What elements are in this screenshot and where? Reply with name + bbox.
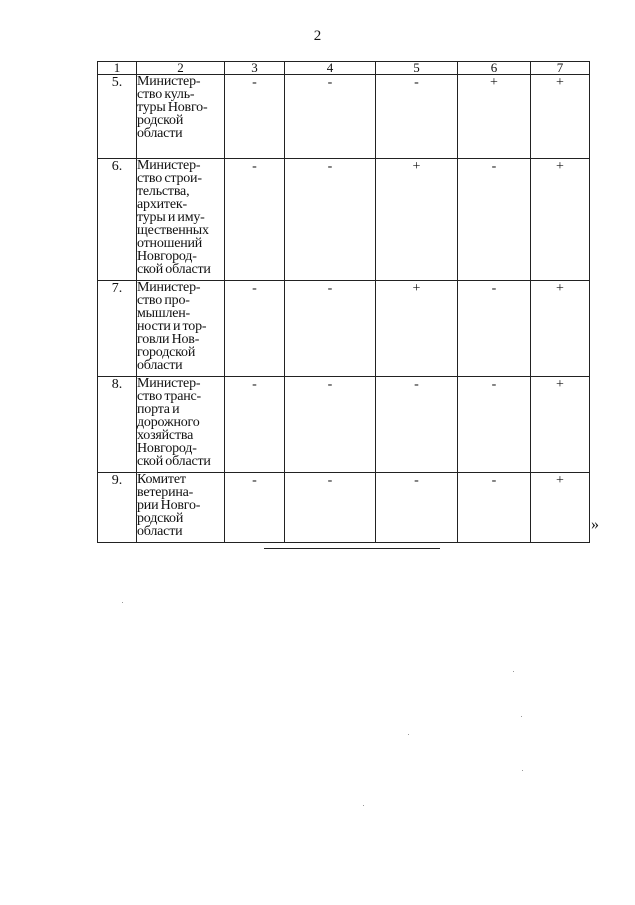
name-line: ство про- [137,293,190,308]
name-line: порта и [137,402,180,417]
name-line: Министер- [137,158,201,173]
department-name [137,281,225,377]
name-line: мышлен- [137,306,191,321]
department-name [137,75,225,159]
mark-col-4: - [285,75,376,159]
mark-col-4: - [285,159,376,281]
column-header-7: 7 [531,62,590,75]
mark-col-3: - [225,281,285,377]
name-line: ской области [137,454,211,469]
department-name [137,377,225,473]
table-row [98,75,590,159]
name-line: туры и иму- [137,210,205,225]
department-name [137,159,225,281]
name-line: щественных [137,223,209,238]
name-line: дорожного [137,415,200,430]
column-header-5: 5 [376,62,458,75]
scan-speck [408,734,409,735]
name-line: Министер- [137,376,201,391]
name-line: Министер- [137,74,201,89]
name-line: ской области [137,262,211,277]
table-row [98,159,590,281]
mark-col-6: - [458,377,531,473]
mark-col-5: - [376,75,458,159]
column-header-3: 3 [225,62,285,75]
mark-col-5: - [376,473,458,543]
table-row [98,377,590,473]
scan-speck [522,770,523,771]
mark-col-7: + [531,159,590,281]
name-line: родской [137,511,184,526]
end-rule-line [264,548,440,549]
column-header-2: 2 [137,62,225,75]
mark-col-4: - [285,377,376,473]
departments-table [97,61,590,543]
name-line: Новгород- [137,249,197,264]
name-line: хозяйства [137,428,194,443]
scan-speck [513,671,514,672]
name-line: Новгород- [137,441,197,456]
mark-col-7: + [531,473,590,543]
scan-speck [521,716,522,717]
mark-col-7: + [531,75,590,159]
mark-col-6: - [458,473,531,543]
name-line: области [137,524,183,539]
table-row [98,281,590,377]
name-line: Министер- [137,280,201,295]
name-line: ности и тор- [137,319,207,334]
mark-col-6: - [458,159,531,281]
column-header-4: 4 [285,62,376,75]
column-header-6: 6 [458,62,531,75]
page-number: 2 [313,28,322,44]
row-number: 7. [98,281,137,377]
name-line: тельства, [137,184,190,199]
mark-col-3: - [225,159,285,281]
mark-col-4: - [285,473,376,543]
name-line: архитек- [137,197,187,212]
mark-col-7: + [531,281,590,377]
name-line: говли Нов- [137,332,200,347]
name-line: ство куль- [137,87,195,102]
mark-col-6: + [458,75,531,159]
mark-col-7: + [531,377,590,473]
column-header-1: 1 [98,62,137,75]
table-row [98,473,590,543]
name-line: ство транс- [137,389,202,404]
name-line: области [137,126,183,141]
mark-col-6: - [458,281,531,377]
name-line: ветерина- [137,485,194,500]
scan-speck [363,805,364,806]
name-line: ство строи- [137,171,202,186]
row-number: 9. [98,473,137,543]
row-number: 5. [98,75,137,159]
name-line: городской [137,345,196,360]
mark-col-3: - [225,377,285,473]
mark-col-5: + [376,159,458,281]
name-line: родской [137,113,184,128]
name-line: области [137,358,183,373]
closing-quote: » [591,516,599,533]
mark-col-5: + [376,281,458,377]
row-number: 6. [98,159,137,281]
mark-col-3: - [225,473,285,543]
name-line: Комитет [137,472,186,487]
scan-speck [122,602,123,603]
mark-col-3: - [225,75,285,159]
row-number: 8. [98,377,137,473]
name-line: отношений [137,236,203,251]
department-name [137,473,225,543]
name-line: туры Новго- [137,100,208,115]
mark-col-5: - [376,377,458,473]
table-header-row [98,62,590,75]
mark-col-4: - [285,281,376,377]
name-line: рии Новго- [137,498,201,513]
